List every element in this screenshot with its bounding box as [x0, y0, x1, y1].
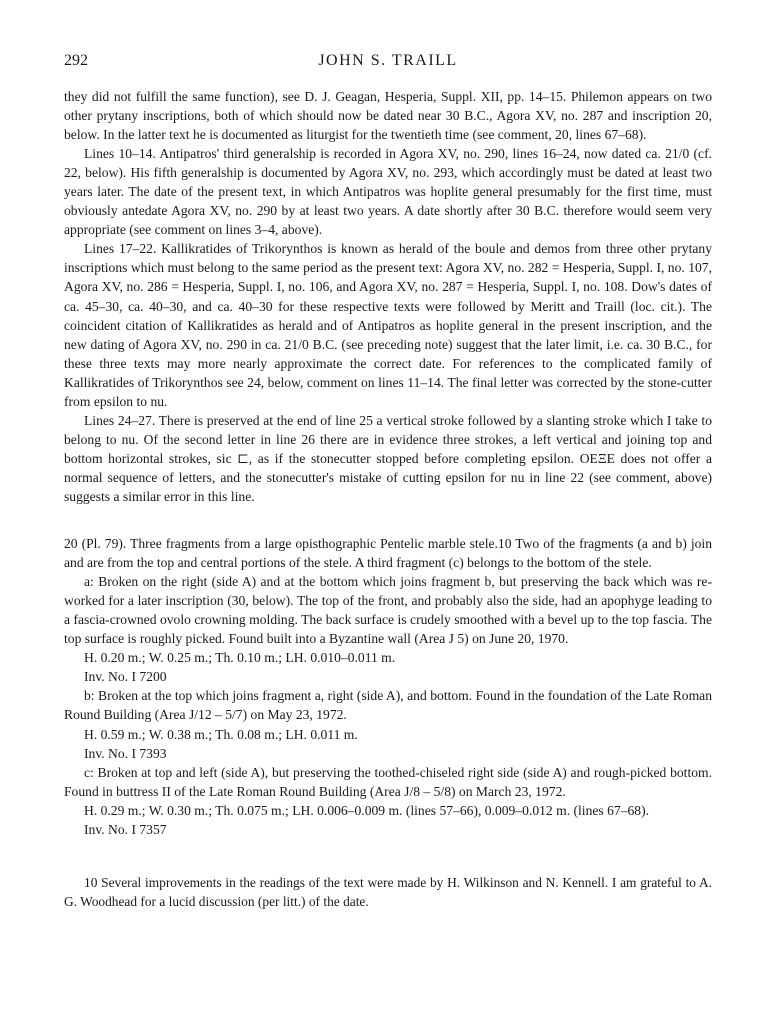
document-page [64, 52, 712, 911]
paragraph: H. 0.29 m.; W. 0.30 m.; Th. 0.075 m.; LH. 0.006–0.009 m. (lines 57–66), 0.009–0.012 m. (lines 67–68). [84, 802, 650, 818]
paragraph: Lines 10–14. Antipatros' third generalship is recorded in Agora XV, no. 290, lines 16–24, now dated ca. 21/0 (cf. 22, below). His fifth generalship is documented by Agora XV, no. 293, which accordingly must be dated at least two years later. The date of the present text, in which Antipatros was hoplite general presumably for the first time, must obviously antedate Agora XV, no. 290 by at least two years. A date shortly after 30 B.C. therefore would seem very appropriate (see comment on lines 3–4, above). [64, 146, 712, 238]
running-title: JOHN S. TRAILL [318, 52, 458, 69]
paragraph: Lines 17–22. Kallikratides of Trikorynthos is known as herald of the boule and demos from three other prytany inscriptions which must belong to the same period as the present text: Agora XV, no. 282 = Hesperia, Suppl. I, no. 107, Agora XV, no. 286 = Hesperia, Suppl. I, no. 106, and Agora XV, no. 287 = Hesperia, Suppl. I, no. 108. Dow's dates of ca. 45–30, ca. 40–30, and ca. 40–30 for these respective texts were followed by Meritt and Traill (loc. cit.). The coincident citation of Kallikratides as herald and of Antipatros as hoplite general in the present inscription, and the new dating of Agora XV, no. 290 in ca. 21/0 B.C. (see preceding note) suggest that the later limit, i.e. ca. 30 B.C., for these three texts may more nearly approximate the correct date. For references to the complicated family of Kallikratides of Trikorynthos see 24, below, comment on lines 11–14. The final letter was corrected by the stone-cutter from epsilon to nu. [64, 241, 712, 409]
paragraph: Inv. No. I 7357 [84, 821, 167, 837]
page-header [64, 52, 712, 74]
paragraph: Inv. No. I 7393 [84, 745, 167, 761]
paragraph: a: Broken on the right (side A) and at the bottom which joins fragment b, but preserving the back which was re-worked for a later inscription (30, below). The top of the front, and probably also the side, had an apophyge leading to a fascia-crowned ovolo crowning molding. The back surface is crudely smoothed with a bevel up to the top fascia. The top surface is roughly picked. Found built into a Byzantine wall (Area J 5) on June 20, 1970. [64, 574, 712, 647]
section-spacer [64, 506, 712, 534]
page-number: 292 [64, 52, 88, 69]
paragraph: Lines 24–27. There is preserved at the end of line 25 a vertical stroke followed by a slanting stroke which I take to belong to nu. Of the second letter in line 26 there are in evidence three strokes, a left vertical and joining top and bottom horizontal strokes, sic ⊏, as if the stonecutter stopped before completing epsilon. ΟΕΞΕ does not offer a normal sequence of letters, and the stonecutter's mistake of cutting epsilon for nu in line 22 (see comment, above) suggests a similar error in this line. [64, 412, 712, 504]
paragraph: they did not fulfill the same function), see D. J. Geagan, Hesperia, Suppl. XII, pp. 14–15. Philemon appears on two other prytany inscriptions, both of which should now be dated near 30 B.C., Agora XV, no. 287 and inscription 20, below. In the latter text he is documented as liturgist for the twentieth time (see comment, 20, lines 67–68). [64, 89, 712, 143]
paragraph: H. 0.59 m.; W. 0.38 m.; Th. 0.08 m.; LH. 0.011 m. [84, 726, 358, 742]
paragraph: 20 (Pl. 79). Three fragments from a large opisthographic Pentelic marble stele.10 Two of the fragments (a and b) join and are from the top and central portions of the stele. A third fragment (c) belongs to the bottom of the stele. [64, 536, 712, 571]
paragraph: H. 0.20 m.; W. 0.25 m.; Th. 0.10 m.; LH. 0.010–0.011 m. [84, 650, 396, 666]
body-text [64, 87, 712, 911]
paragraph: c: Broken at top and left (side A), but preserving the toothed-chiseled right side (side A) and rough-picked bottom. Found in buttress II of the Late Roman Round Building (Area J/8 – 5/8) on March 23, 1972. [64, 764, 712, 799]
paragraph: b: Broken at the top which joins fragment a, right (side A), and bottom. Found in the foundation of the Late Roman Round Building (Area J/12 – 5/7) on May 23, 1972. [64, 688, 712, 723]
footnote: 10 Several improvements in the readings of the text were made by H. Wilkinson and N. Kennell. I am grateful to A. G. Woodhead for a lucid discussion (per litt.) of the date. [64, 874, 712, 909]
paragraph: Inv. No. I 7200 [84, 669, 167, 685]
footnote-spacer [64, 839, 712, 873]
